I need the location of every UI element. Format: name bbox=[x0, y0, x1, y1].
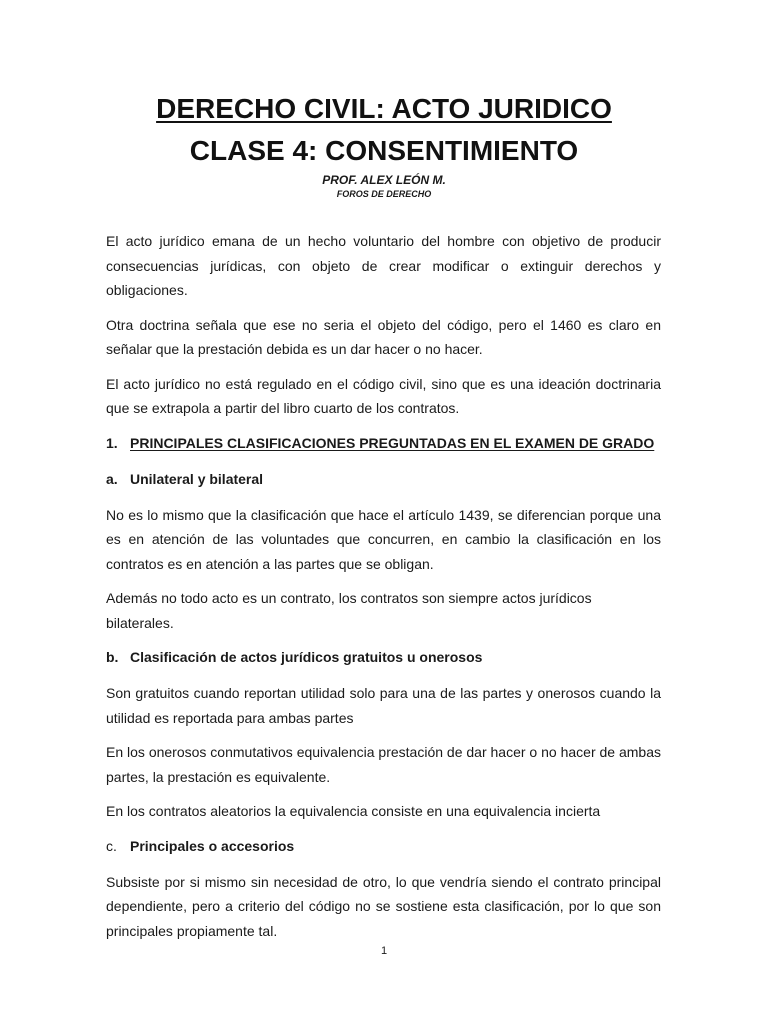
section-number: 1. bbox=[106, 434, 118, 451]
paragraph-a1: No es lo mismo que la clasificación que hace el artículo 1439, se diferencian porque una es en atención de las voluntades que concurren, en cambio la clasificación en los contratos es en atención a las partes que se obligan. bbox=[106, 506, 661, 572]
paragraph-intro: El acto jurídico emana de un hecho voluntario del hombre con objetivo de producir consecuencias jurídicas, con objeto de crear modificar o extinguir derechos y obligaciones. bbox=[106, 233, 661, 298]
paragraph-doctrine: Otra doctrina señala que ese no seria el objeto del código, pero el 1460 es claro en señalar que la prestación debida es un dar hacer o no hacer. bbox=[106, 316, 661, 357]
paragraph-a2: Además no todo acto es un contrato, los contratos son siempre actos jurídicos bilaterales. bbox=[106, 590, 592, 631]
document-subtitle: CLASE 4: CONSENTIMIENTO bbox=[189, 135, 579, 166]
source-line: FOROS DE DERECHO bbox=[336, 189, 432, 199]
subsection-title: Unilateral y bilateral bbox=[130, 470, 264, 487]
subsection-letter: a. bbox=[106, 470, 118, 487]
subsection-title: Principales o accesorios bbox=[130, 837, 295, 854]
paragraph-regulation: El acto jurídico no está regulado en el código civil, sino que es una ideación doctrinaria que se extrapola a partir del libro cuarto de los contratos. bbox=[106, 375, 661, 416]
subsection-letter: b. bbox=[106, 649, 119, 665]
document-title: DERECHO CIVIL: ACTO JURIDICO bbox=[156, 93, 612, 124]
section-title: PRINCIPALES CLASIFICACIONES PREGUNTADAS EN EL EXAMEN DE GRADO bbox=[130, 434, 655, 451]
document-body bbox=[106, 229, 661, 953]
paragraph-c1: Subsiste por si mismo sin necesidad de otro, lo que vendría siendo el contrato principal dependiente, pero a criterio del código no se sostiene esta clasificación, por lo que son principales propiamente tal. bbox=[106, 873, 661, 939]
section-heading-1 bbox=[106, 431, 661, 455]
page-number: 1 bbox=[380, 945, 388, 957]
subsection-heading-b bbox=[106, 645, 661, 669]
paragraph-b1: Son gratuitos cuando reportan utilidad solo para una de las partes y onerosos cuando la utilidad es reportada para ambas partes bbox=[106, 685, 661, 726]
author-line: PROF. ALEX LEÓN M. bbox=[322, 173, 446, 187]
subsection-heading-a bbox=[106, 467, 661, 491]
subsection-letter: c. bbox=[106, 837, 117, 854]
subsection-heading-c bbox=[106, 834, 661, 858]
paragraph-b3: En los contratos aleatorios la equivalencia consiste en una equivalencia incierta bbox=[106, 803, 601, 819]
paragraph-b2: En los onerosos conmutativos equivalencia prestación de dar hacer o no hacer de ambas partes, la prestación es equivalente. bbox=[106, 744, 661, 785]
subsection-title: Clasificación de actos jurídicos gratuitos u onerosos bbox=[130, 649, 483, 665]
